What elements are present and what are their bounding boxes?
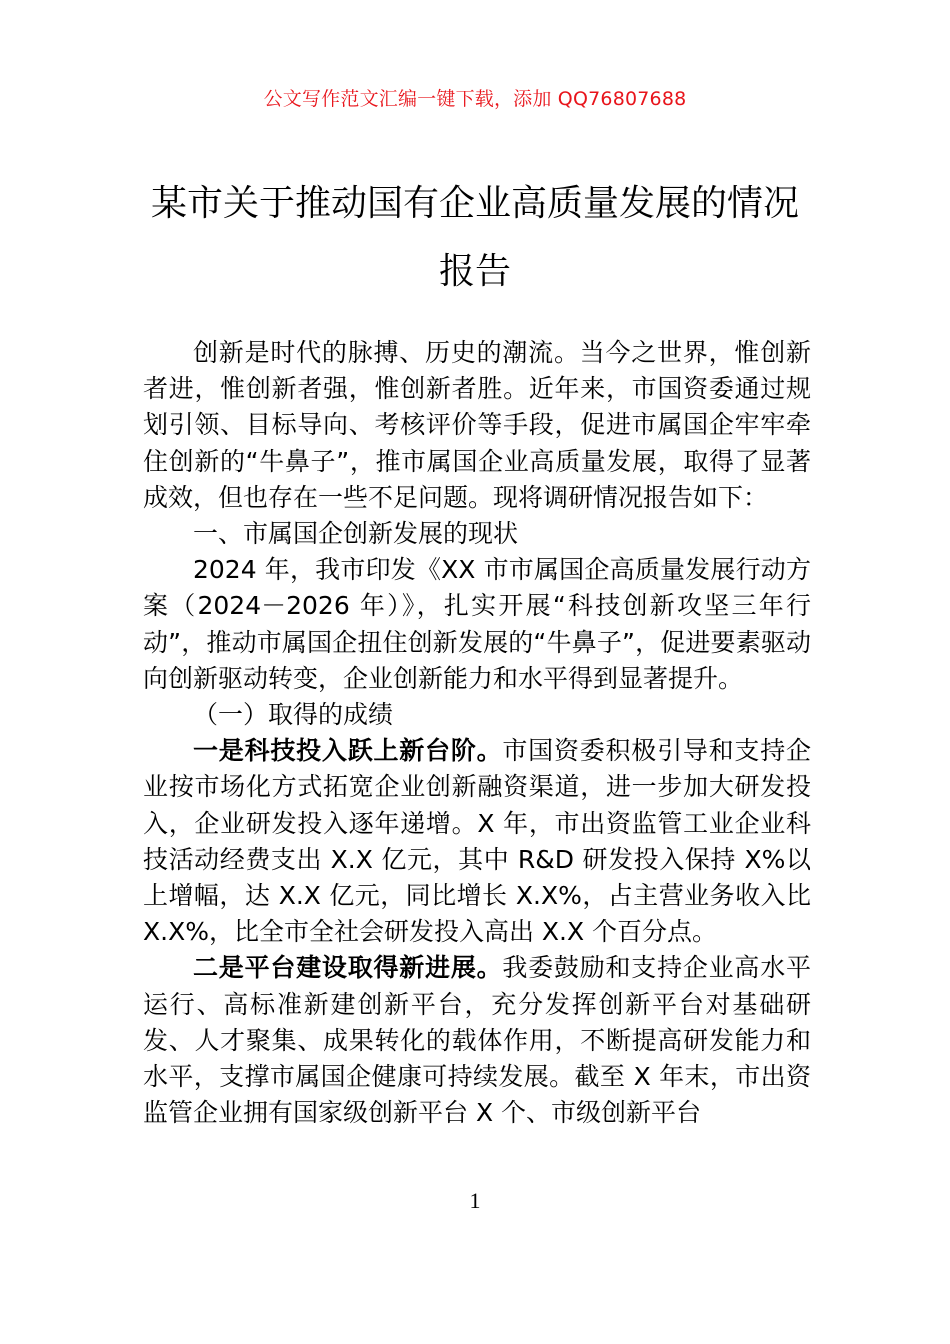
subsection-heading: （一）取得的成绩 xyxy=(193,700,394,730)
title-line-2: 报告 xyxy=(438,251,511,292)
title-line-1: 某市关于推动国有企业高质量发展的情况 xyxy=(150,183,799,224)
point-lead-1: 一是科技投入跃上新台阶。 xyxy=(193,736,503,766)
intro-paragraph: 创新是时代的脉搏、历史的潮流。当今之世界，惟创新者进，惟创新者强，惟创新者胜。近年来，市国资委通过规划引领、目标导向、考核评价等手段，促进市属国企牢牢牵住创新的“牛鼻子”，推市属国企业高质量发展，取得了显著成效，但也存在一些不足问题。现将调研情况报告如下： xyxy=(143,338,811,512)
section-paragraph: 2024 年，我市印发《XX 市市属国企高质量发展行动方案（2024－2026 年）》，扎实开展“科技创新攻坚三年行动”，推动市属国企扭住创新发展的“牛鼻子”，促进要素驱动向创新驱动转变，企业创新能力和水平得到显著提升。 xyxy=(143,555,811,693)
document-body xyxy=(143,335,811,1131)
document-title xyxy=(120,170,830,306)
point-lead-2: 二是平台建设取得新进展。 xyxy=(193,953,503,983)
point-body-2: 我委鼓励和支持企业高水平运行、高标准新建创新平台，充分发挥创新平台对基础研发、人才聚集、成果转化的载体作用，不断提高研发能力和水平，支撑市属国企健康可持续发展。截至 X 年末，市出资监管企业拥有国家级创新平台 X 个、市级创新平台 xyxy=(143,953,811,1128)
section-heading: 一、市属国企创新发展的现状 xyxy=(193,519,519,549)
promo-header: 公文写作范文汇编一键下载，添加 QQ76807688 xyxy=(263,88,687,110)
point-paragraph-1 xyxy=(143,733,811,950)
point-body-1: 市国资委积极引导和支持企业按市场化方式拓宽企业创新融资渠道，进一步加大研发投入，企业研发投入逐年递增。X 年，市出资监管工业企业科技活动经费支出 X.X 亿元，其中 R&D 研发投入保持 X%以上增幅，达 X.X 亿元，同比增长 X.X%，占主营业务收入比 X.X%，比全市全社会研发投入高出 X.X 个百分点。 xyxy=(143,736,811,947)
point-paragraph-2 xyxy=(143,950,811,1131)
page-number: 1 xyxy=(469,1188,481,1213)
